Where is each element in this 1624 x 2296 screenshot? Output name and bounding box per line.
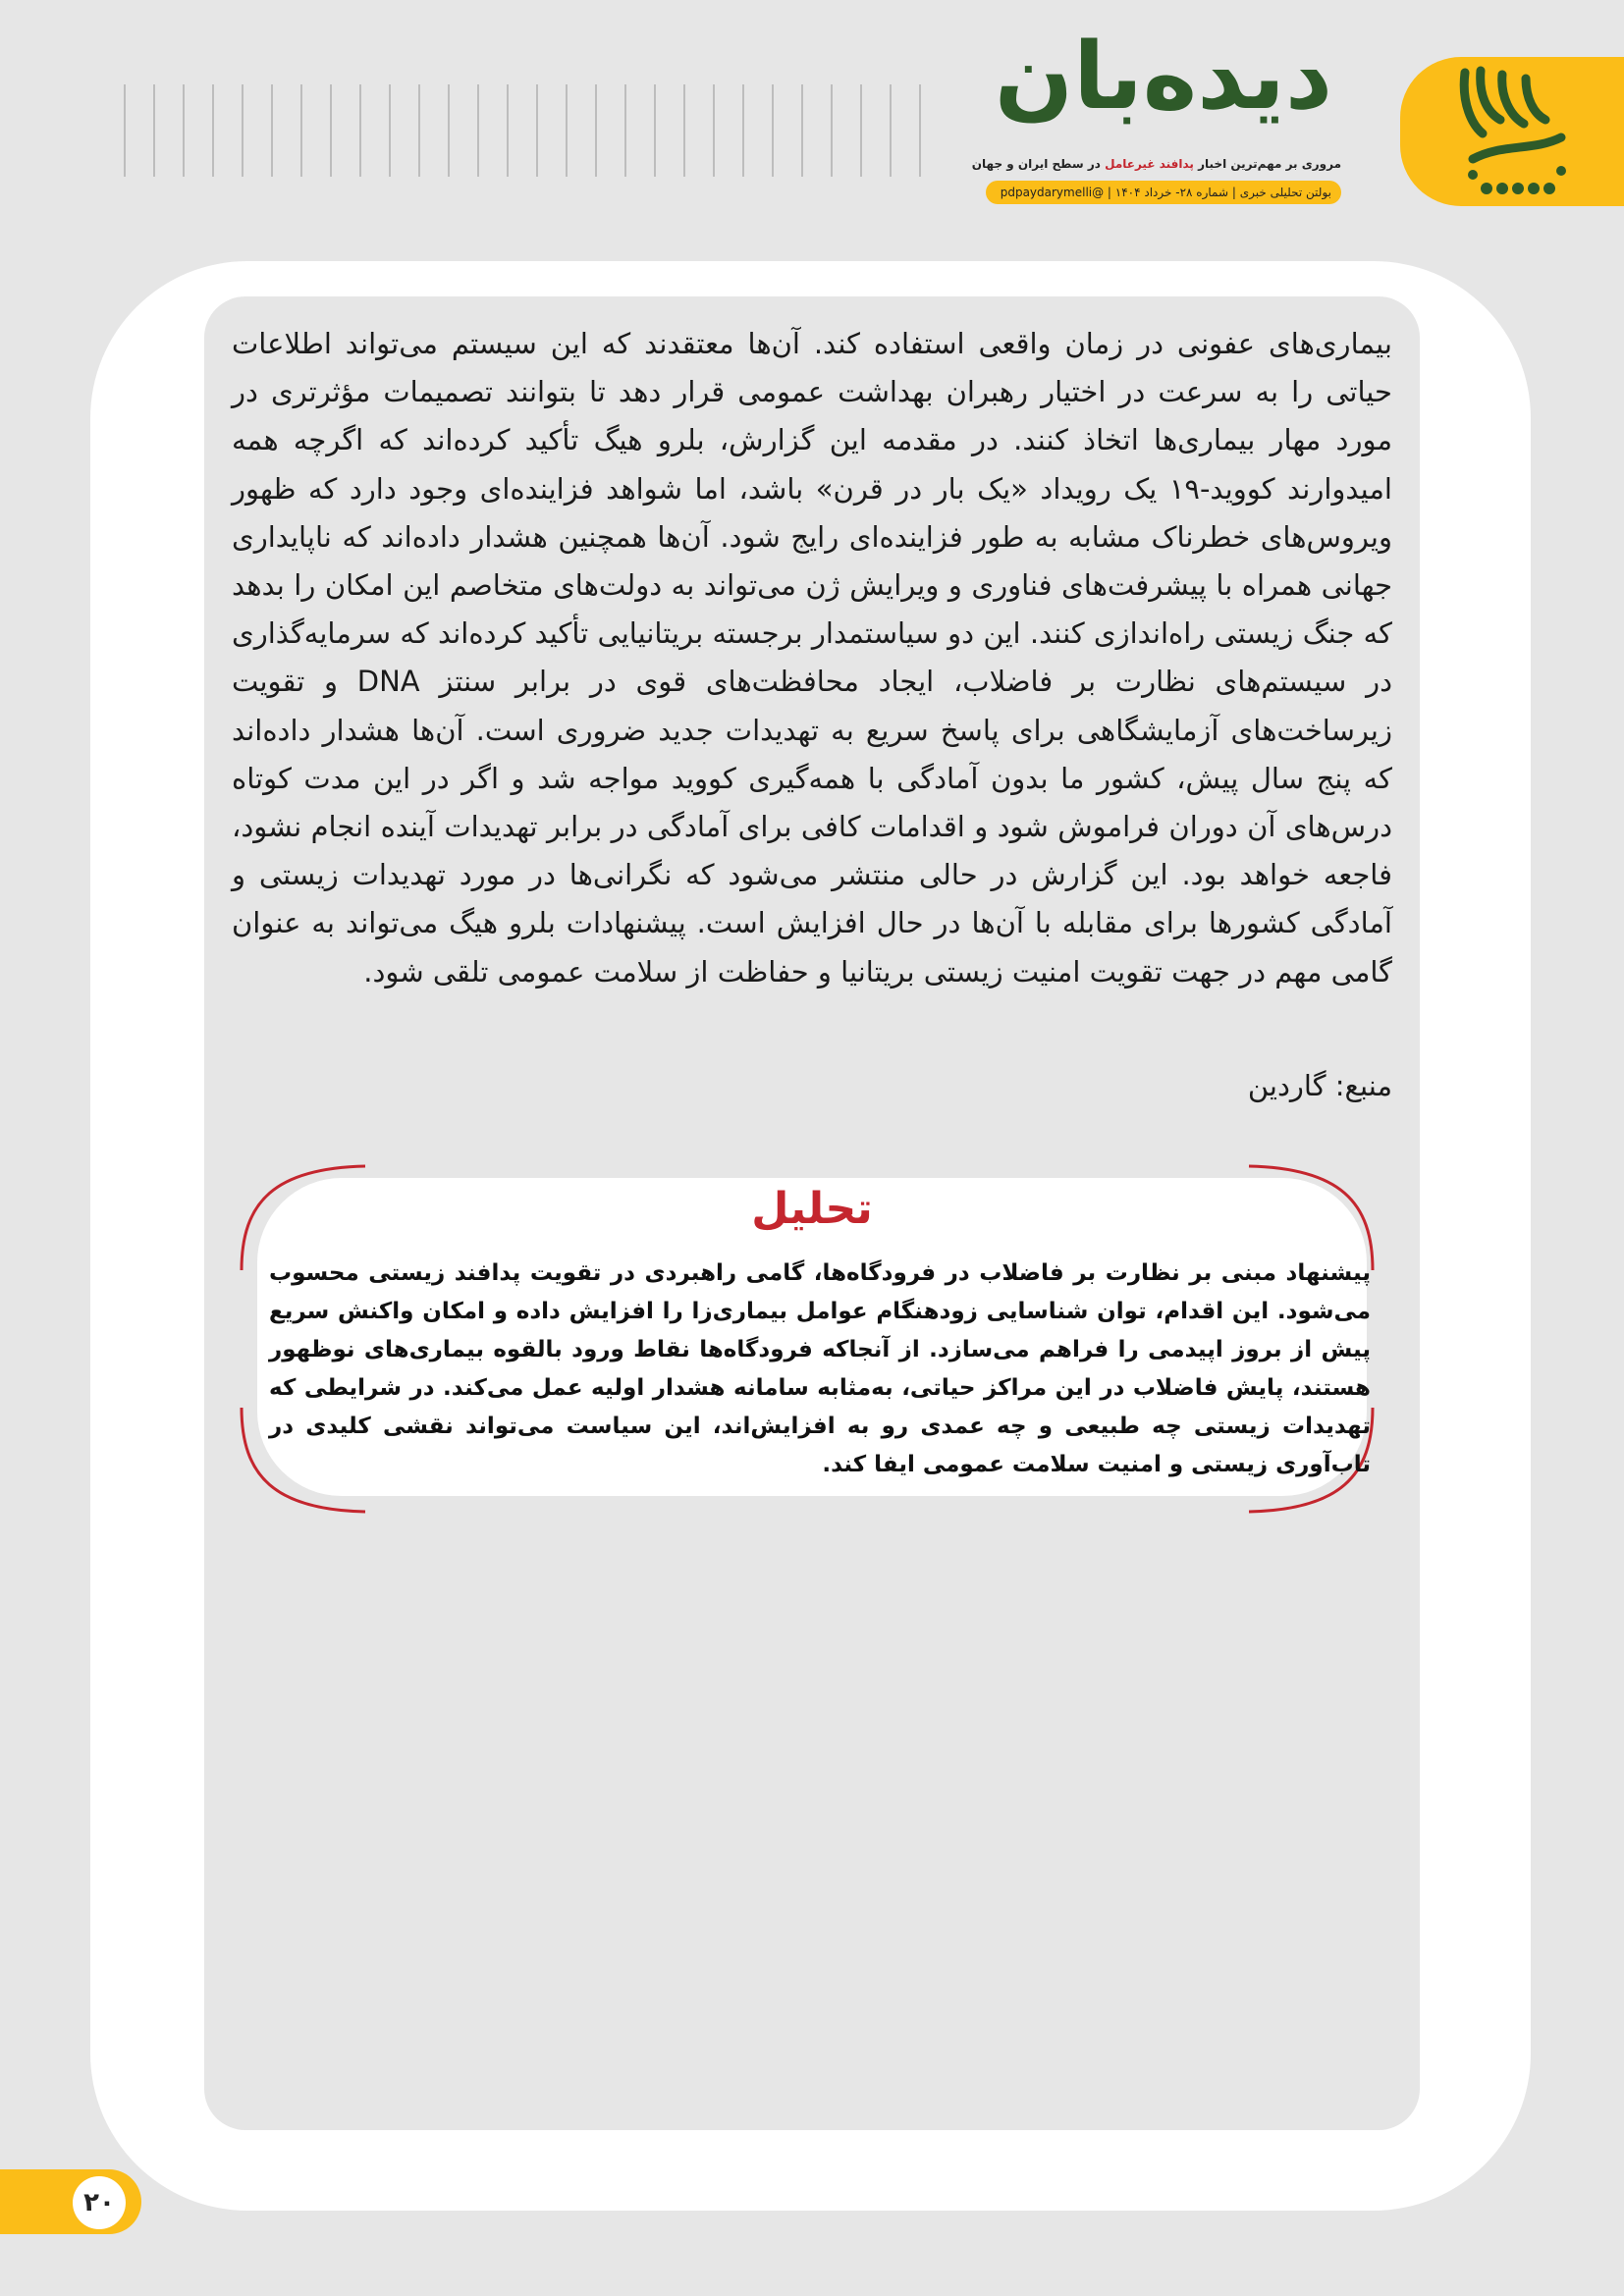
analysis-title: تحلیل — [751, 1184, 873, 1234]
article-body: بیماری‌های عفونی در زمان واقعی استفاده کند. آن‌ها معتقدند که این سیستم می‌تواند اطلاعات حیاتی را به سرعت در اختیار رهبران بهداشت عمومی قرار دهد تا بتوانند تصمیمات مؤثرتری در مورد مهار بیماری‌ها اتخاذ کنند. در مقدمه این گزارش، بلرو هیگ تأکید کرده‌اند که اگرچه همه امیدوارند کووید-۱۹ یک رویداد «یک بار در قرن» باشد، اما شواهد فزاینده‌ای وجود دارد که ظهور ویروس‌های خطرناک مشابه به طور فزاینده‌ای رایج شود. آن‌ها همچنین هشدار داده‌اند که ناپایداری جهانی همراه با پیشرفت‌های فناوری و ویرایش ژن می‌تواند به دولت‌های متخاصم این امکان را بدهد که جنگ زیستی راه‌اندازی کنند. این دو سیاستمدار برجسته بریتانیایی تأکید کرده‌اند که سرمایه‌گذاری در سیستم‌های نظارت بر فاضلاب، ایجاد محافظت‌های قوی در برابر سنتز DNA و تقویت زیرساخت‌های آزمایشگاهی برای پاسخ سریع به تهدیدات جدید ضروری است. آن‌ها هشدار داده‌اند که پنج سال پیش، کشور ما بدون آمادگی با همه‌گیری کووید مواجه شد و اگر در این مدت کوتاه درس‌های آن دوران فراموش شود و اقدامات کافی برای آمادگی در برابر تهدیدات آینده انجام نشود، فاجعه خواهد بود. این گزارش در حالی منتشر می‌شود که نگرانی‌ها در مورد تهدیدات زیستی و آمادگی کشورها برای مقابله با آن‌ها در حال افزایش است. پیشنهادات بلرو هیگ می‌تواند به عنوان گامی مهم در جهت تقویت امنیت زیستی بریتانیا و حفاظت از سلامت عمومی تلقی شود. — [232, 327, 1392, 988]
analysis-text: پیشنهاد مبنی بر نظارت بر فاضلاب در فرودگاه‌ها، گامی راهبردی در تقویت پدافند زیستی محسوب می‌شود. این اقدام، توان شناسایی زودهنگام عوامل بیماری‌زا را افزایش داده و امکان واکنش سریع پیش از بروز اپیدمی را فراهم می‌سازد. از آنجاکه فرودگاه‌ها نقاط ورود بالقوه بیماری‌های نوظهور هستند، پایش فاضلاب در این مراکز حیاتی، به‌مثابه سامانه هشدار اولیه عمل می‌کند. در شرایطی که تهدیدات زیستی چه طبیعی و چه عمدی رو به افزایش‌اند، این سیاست می‌تواند نقشی کلیدی در تاب‌آوری زیستی و امنیت سلامت عمومی ایفا کند. — [269, 1260, 1371, 1477]
article-source: منبع: گاردین — [1247, 1069, 1392, 1102]
tagline-highlight: پدافند غیرعامل — [1105, 157, 1194, 171]
page-number: ۲۰ — [73, 2176, 126, 2229]
tagline-after: در سطح ایران و جهان — [971, 157, 1101, 171]
brand-logo-badge — [1400, 57, 1624, 206]
masthead-tagline — [971, 157, 1341, 171]
paydari-melli-calligraphy-logo — [1443, 65, 1581, 202]
bulletin-info-bar: بولتن تحلیلی خبری | شماره ۲۸- خرداد ۱۴۰۴ | @pdpaydarymelli — [986, 181, 1341, 204]
decorative-stripes — [124, 84, 924, 177]
masthead-title: دیده‌بان — [994, 24, 1333, 131]
tagline-before: مروری بر مهم‌ترین اخبار — [1198, 157, 1341, 171]
